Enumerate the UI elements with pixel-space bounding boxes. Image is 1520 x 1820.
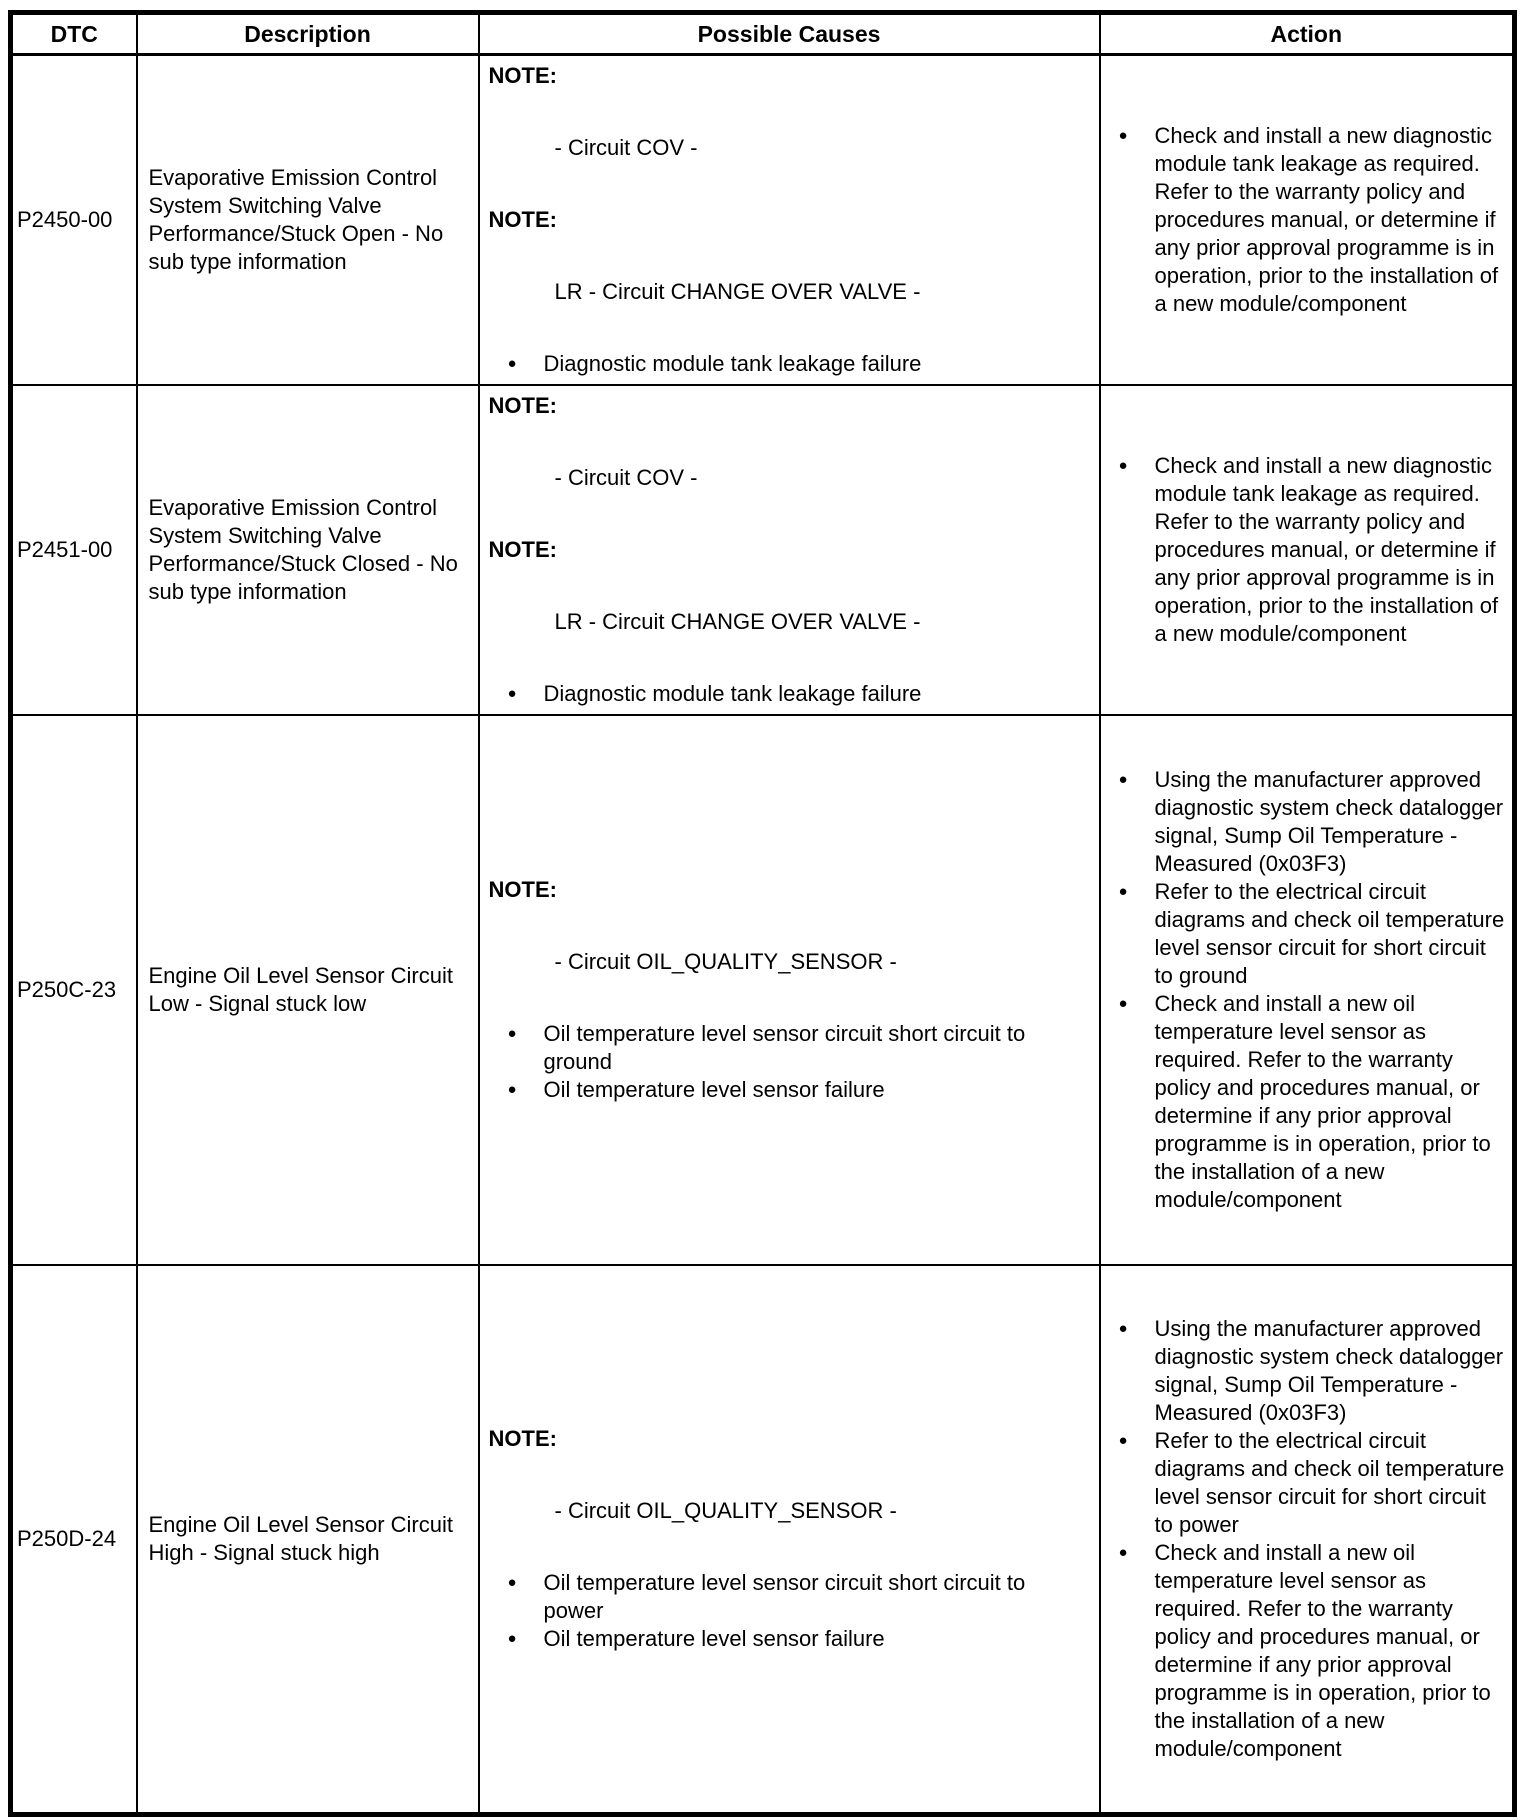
description-text: Engine Oil Level Sensor Circuit Low - Signal stuck low (148, 962, 453, 1016)
action-cell (1100, 55, 1515, 385)
description-cell (137, 715, 479, 1265)
description-cell (137, 55, 479, 385)
header-description: Description (137, 13, 479, 55)
dtc-cell (11, 715, 137, 1265)
action-bullet-item (1119, 452, 1507, 648)
possible-causes-cell (479, 55, 1100, 385)
description-text: Engine Oil Level Sensor Circuit High - Signal stuck high (148, 1511, 453, 1565)
description-text: Evaporative Emission Control System Switching Valve Performance/Stuck Closed - No sub type information (148, 494, 458, 604)
bullet-icon: ● (1118, 456, 1128, 474)
bullet-icon: ● (1118, 1543, 1128, 1561)
possible-causes-cell (479, 1265, 1100, 1815)
cause-bullet-item (489, 350, 1089, 378)
dtc-cell (11, 55, 137, 385)
description-cell (137, 385, 479, 715)
cause-bullet-item-text: Diagnostic module tank leakage failure (543, 680, 922, 706)
note-label: NOTE: (488, 62, 557, 88)
cause-bullet-item (489, 1076, 1089, 1104)
note-label: NOTE: (488, 206, 557, 232)
action-bullet-item-text: Using the manufacturer approved diagnostic system check datalogger signal, Sump Oil Temperature - Measured (0x03F3) (1154, 1315, 1504, 1425)
action-bullet-item (1119, 1427, 1507, 1539)
note-body: LR - Circuit CHANGE OVER VALVE - (554, 608, 921, 634)
bullet-icon: ● (507, 684, 517, 702)
bullet-icon: ● (507, 1024, 517, 1042)
bullet-icon: ● (1118, 1431, 1128, 1449)
bullet-icon: ● (1118, 1319, 1128, 1337)
action-bullet-item-text: Check and install a new oil temperature level sensor as required. Refer to the warranty policy and procedures manual, or determine if any prior approval programme is in operation, prior to the installation of a new module/component (1154, 1539, 1491, 1761)
note-label: NOTE: (488, 876, 557, 902)
action-bullet-item-text: Check and install a new oil temperature level sensor as required. Refer to the warranty policy and procedures manual, or determine if any prior approval programme is in operation, prior to the installation of a new module/component (1154, 990, 1491, 1212)
note-label: NOTE: (488, 1425, 557, 1451)
note-body: - Circuit OIL_QUALITY_SENSOR - (554, 948, 897, 974)
dtc-cell (11, 1265, 137, 1815)
cause-bullet-item-text: Oil temperature level sensor failure (543, 1076, 885, 1102)
note-body: - Circuit COV - (554, 464, 698, 490)
cause-bullet-item-text: Oil temperature level sensor failure (543, 1625, 885, 1651)
table-row (11, 385, 1515, 715)
action-bullet-item-text: Check and install a new diagnostic module tank leakage as required. Refer to the warranty policy and procedures manual, or determine if any prior approval programme is in operation, prior to the installation of a new module/component (1154, 122, 1499, 316)
bullet-icon: ● (1118, 994, 1128, 1012)
cause-bullet-item-text: Oil temperature level sensor circuit short circuit to ground (543, 1020, 1026, 1074)
table-body (11, 55, 1515, 1815)
dtc-code: P250D-24 (17, 1525, 117, 1551)
bullet-icon: ● (1118, 882, 1128, 900)
table-row (11, 715, 1515, 1265)
action-bullet-item (1119, 990, 1507, 1214)
note-body: - Circuit OIL_QUALITY_SENSOR - (554, 1497, 897, 1523)
action-bullet-item-text: Check and install a new diagnostic module tank leakage as required. Refer to the warranty policy and procedures manual, or determine if any prior approval programme is in operation, prior to the installation of a new module/component (1154, 452, 1499, 646)
bullet-icon: ● (507, 354, 517, 372)
action-bullet-item (1119, 1539, 1507, 1763)
dtc-code: P250C-23 (17, 976, 117, 1002)
bullet-icon: ● (1118, 770, 1128, 788)
bullet-icon: ● (507, 1080, 517, 1098)
note-label: NOTE: (488, 392, 557, 418)
cause-bullet-item-text: Oil temperature level sensor circuit short circuit to power (543, 1569, 1026, 1623)
action-cell (1100, 715, 1515, 1265)
possible-causes-cell (479, 385, 1100, 715)
cause-bullet-item (489, 1569, 1089, 1625)
note-body: - Circuit COV - (554, 134, 698, 160)
header-possible-causes: Possible Causes (479, 13, 1100, 55)
header-action: Action (1100, 13, 1515, 55)
action-cell (1100, 1265, 1515, 1815)
table-row (11, 1265, 1515, 1815)
dtc-table (8, 10, 1517, 1817)
note-body: LR - Circuit CHANGE OVER VALVE - (554, 278, 921, 304)
possible-causes-cell (479, 715, 1100, 1265)
action-bullet-item-text: Refer to the electrical circuit diagrams and check oil temperature level sensor circuit for short circuit to power (1154, 1427, 1505, 1537)
bullet-icon: ● (507, 1573, 517, 1591)
cause-bullet-item (489, 680, 1089, 708)
header-row (11, 13, 1515, 55)
description-cell (137, 1265, 479, 1815)
action-bullet-item (1119, 766, 1507, 878)
table-row (11, 55, 1515, 385)
description-text: Evaporative Emission Control System Switching Valve Performance/Stuck Open - No sub type information (148, 164, 444, 274)
action-bullet-item (1119, 878, 1507, 990)
header-dtc: DTC (11, 13, 137, 55)
action-bullet-item (1119, 122, 1507, 318)
dtc-cell (11, 385, 137, 715)
cause-bullet-item-text: Diagnostic module tank leakage failure (543, 350, 922, 376)
dtc-code: P2450-00 (17, 206, 113, 232)
note-label: NOTE: (488, 536, 557, 562)
dtc-code: P2451-00 (17, 536, 113, 562)
cause-bullet-item (489, 1020, 1089, 1076)
action-bullet-item (1119, 1315, 1507, 1427)
action-bullet-item-text: Refer to the electrical circuit diagrams and check oil temperature level sensor circuit for short circuit to ground (1154, 878, 1505, 988)
table-header (11, 13, 1515, 55)
action-cell (1100, 385, 1515, 715)
cause-bullet-item (489, 1625, 1089, 1653)
bullet-icon: ● (1118, 126, 1128, 144)
bullet-icon: ● (507, 1629, 517, 1647)
action-bullet-item-text: Using the manufacturer approved diagnostic system check datalogger signal, Sump Oil Temperature - Measured (0x03F3) (1154, 766, 1504, 876)
